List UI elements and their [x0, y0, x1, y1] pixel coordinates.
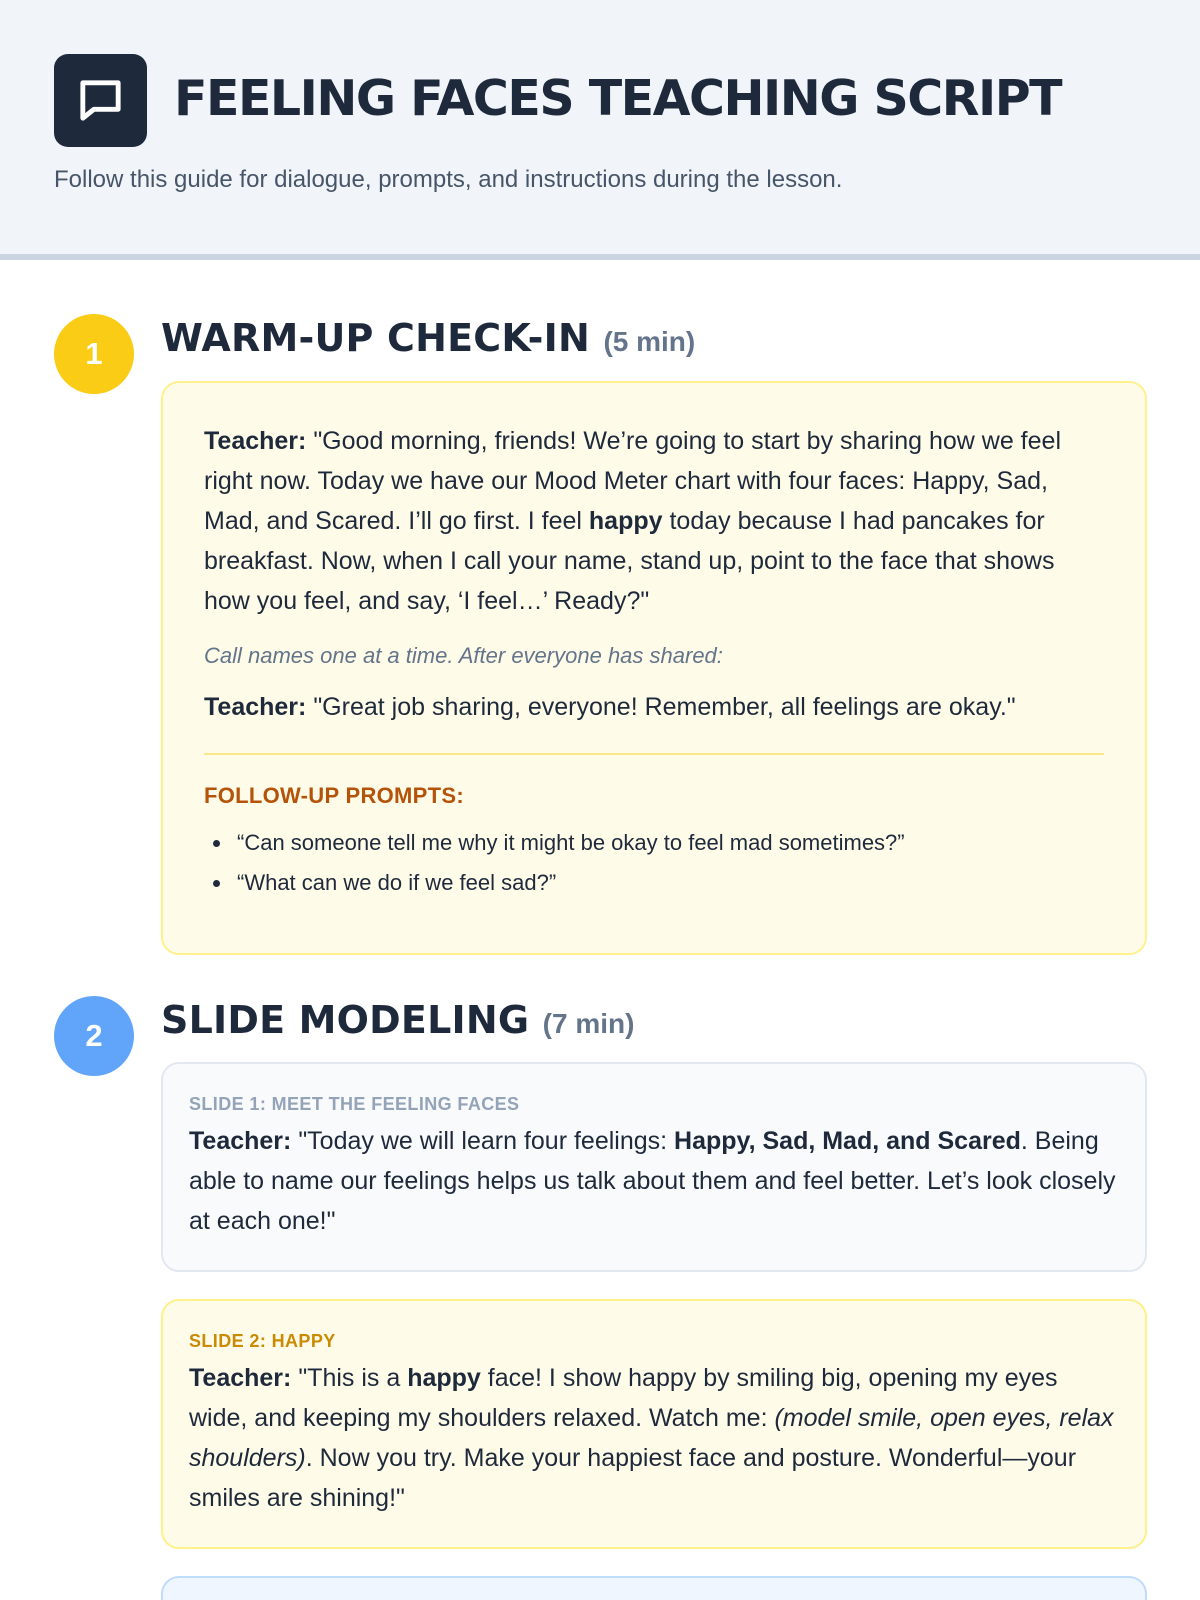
section-number-badge: 2 — [54, 996, 134, 1076]
slide-label: SLIDE 1: MEET THE FEELING FACES — [189, 1094, 520, 1114]
dialogue-text: face! I show happy by smiling big, opening my eyes wide, and keeping my shoulders relaxed. Watch me: — [189, 1364, 1058, 1432]
teacher-line — [189, 1121, 1119, 1241]
teacher-line — [204, 421, 1104, 621]
section-title — [161, 316, 695, 360]
dialogue-text: "Great job sharing, everyone! Remember, all feelings are okay." — [313, 693, 1016, 721]
stage-direction: Call names one at a time. After everyone has shared: — [204, 643, 723, 668]
list-item: “What can we do if we feel sad?” — [204, 863, 1104, 903]
speaker-label: Teacher: — [189, 1127, 292, 1155]
dialogue-text: "This is a — [298, 1364, 408, 1392]
section-title-text: SLIDE MODELING — [161, 998, 530, 1042]
dialogue-text: "Good morning, friends! We’re going to start by sharing how we feel right now. Today we have our Mood Meter chart with four faces: Happy, Sad, Mad, and Scared. I’ll go first. I feel — [204, 427, 1061, 535]
speaker-label: Teacher: — [204, 693, 307, 721]
page-subtitle: Follow this guide for dialogue, prompts, and instructions during the lesson. — [54, 166, 843, 193]
emphasis-text: happy — [588, 507, 663, 535]
emphasis-text: Happy, Sad, Mad, and Scared — [674, 1127, 1021, 1155]
dialogue-text: . Now you try. Make your happiest face and posture. Wonderful—your smiles are shining!" — [189, 1444, 1077, 1512]
teacher-line — [189, 1358, 1119, 1518]
slide-label: SLIDE 2: HAPPY — [189, 1331, 336, 1351]
emphasis-text: happy — [407, 1364, 481, 1392]
page-title: FEELING FACES TEACHING SCRIPT — [174, 70, 1062, 127]
dialogue-text: . Being able to name our feelings helps us talk about them and feel better. Let’s look closely at each one!" — [189, 1127, 1116, 1235]
section-title-text: WARM-UP CHECK-IN — [161, 316, 590, 360]
speaker-label: Teacher: — [189, 1364, 292, 1392]
dialogue-text: "Today we will learn four feelings: — [298, 1127, 675, 1155]
prompts-list — [204, 823, 1104, 903]
page-header — [0, 0, 1200, 260]
speaker-label: Teacher: — [204, 427, 307, 455]
warm-up-card — [161, 381, 1147, 955]
section-duration: (7 min) — [542, 1008, 635, 1039]
section-duration: (5 min) — [603, 326, 696, 357]
speech-bubble-icon — [54, 54, 147, 147]
section-title — [161, 998, 634, 1042]
stage-direction-inline: (model smile, open eyes, relax shoulders) — [189, 1404, 1114, 1472]
slide-card-partial — [161, 1576, 1147, 1600]
teacher-line — [204, 687, 1104, 727]
slide-card — [161, 1299, 1147, 1549]
dialogue-text: today because I had pancakes for breakfast. Now, when I call your name, stand up, point to the face that shows how you feel, and say, ‘I feel…’ Ready?" — [204, 507, 1055, 615]
slide-card — [161, 1062, 1147, 1272]
section-number-badge: 1 — [54, 314, 134, 394]
prompts-label: FOLLOW-UP PROMPTS: — [204, 783, 464, 808]
list-item: “Can someone tell me why it might be okay to feel mad sometimes?” — [204, 823, 1104, 863]
divider — [204, 753, 1104, 755]
